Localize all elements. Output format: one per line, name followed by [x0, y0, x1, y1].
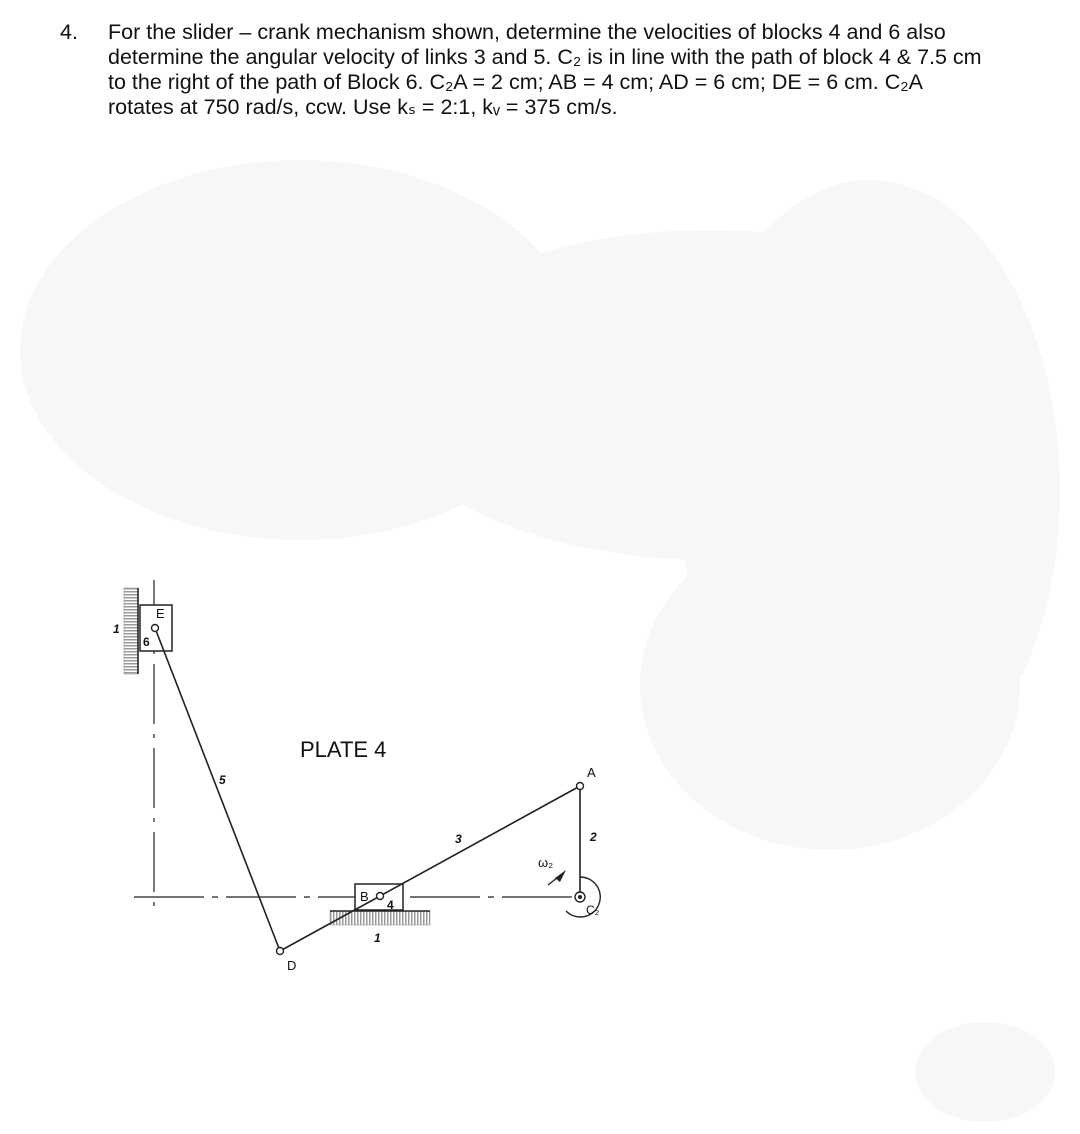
link-3 — [280, 786, 580, 951]
label-link-2: 2 — [590, 830, 597, 844]
pivot-C2-inner — [578, 895, 582, 899]
joint-A — [577, 783, 584, 790]
problem-line-1: For the slider – crank mechanism shown, determine the velocities of blocks 4 and 6 also — [108, 20, 946, 44]
link-5 — [155, 628, 280, 951]
label-pivot-C2: C₂ — [586, 903, 600, 917]
joint-B — [377, 893, 384, 900]
problem-line-2: determine the angular velocity of links 3 and 5. C₂ is in line with the path of block 4 & 7.5 cm — [108, 45, 982, 69]
problem-line-4: rotates at 750 rad/s, ccw. Use kₛ = 2:1, kᵥ = 375 cm/s. — [108, 95, 618, 119]
label-link-3: 3 — [455, 832, 462, 846]
label-frame-bottom: 1 — [374, 931, 381, 945]
label-block-6: 6 — [143, 635, 150, 649]
label-block-4: 4 — [387, 898, 394, 912]
label-omega: ω₂ — [538, 855, 554, 870]
label-link-5: 5 — [219, 773, 226, 787]
joint-D — [277, 948, 284, 955]
slider-ground-hatch — [330, 911, 430, 925]
label-frame-top: 1 — [113, 622, 120, 636]
problem-number: 4. — [60, 20, 78, 44]
label-point-E: E — [156, 606, 165, 621]
label-point-B: B — [360, 889, 369, 904]
label-point-A: A — [587, 765, 596, 780]
joint-E — [152, 625, 159, 632]
label-point-D: D — [287, 958, 297, 973]
wall-ground-hatch — [124, 588, 138, 674]
problem-line-3: to the right of the path of Block 6. C₂A = 2 cm; AB = 4 cm; AD = 6 cm; DE = 6 cm. C₂A — [108, 70, 923, 94]
plate-title: PLATE 4 — [300, 737, 387, 762]
